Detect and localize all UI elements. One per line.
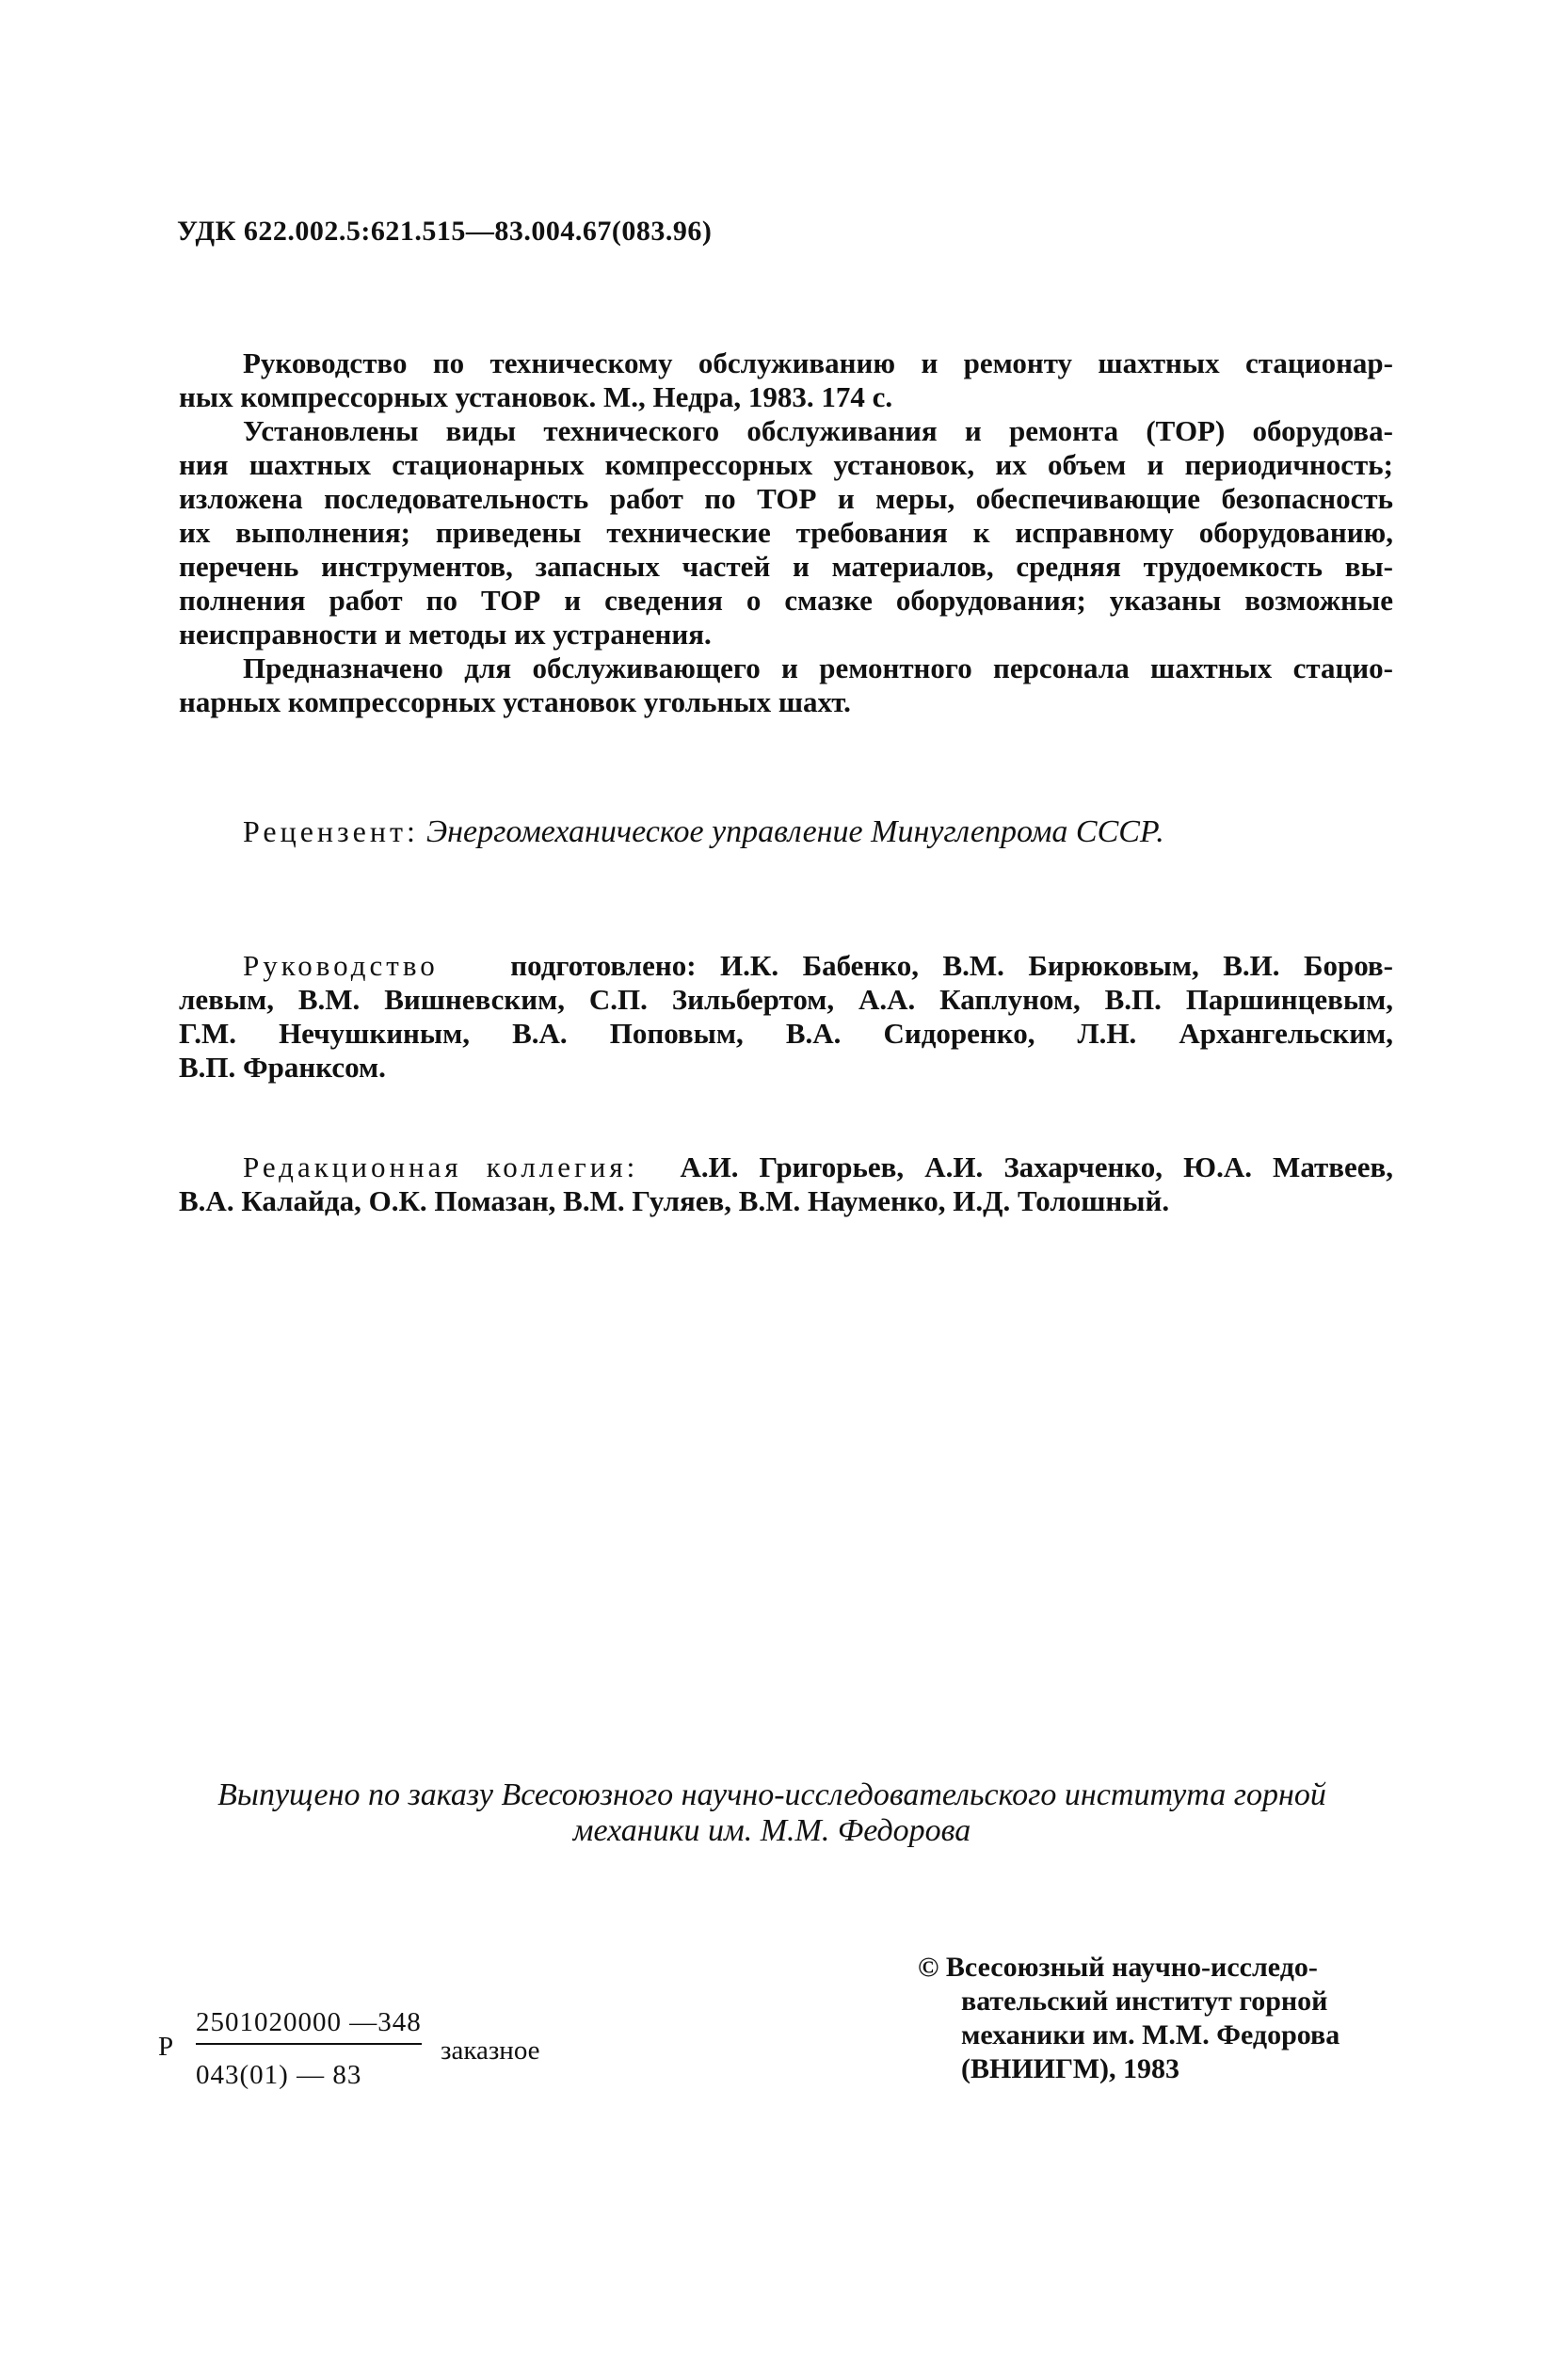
reviewer — [243, 814, 1393, 849]
copyright — [918, 1951, 1407, 2086]
authors-label: Руководство — [243, 949, 439, 982]
abstract-audience — [179, 651, 1393, 719]
ordered-by-note — [160, 1777, 1384, 1849]
editors-line1-text: А.И. Григорьев, А.И. Захарченко, Ю.А. Матвеев, — [680, 1150, 1393, 1183]
editors-line: В.А. Калайда, О.К. Помазан, В.М. Гуляев, В.М. Науменко, И.Д. Толошный. — [179, 1184, 1170, 1217]
abstract-line: Установлены виды технического обслуживания и ремонта (ТОР) оборудова- — [243, 414, 1393, 447]
authors-line: Г.М. Нечушкиным, В.А. Поповым, В.А. Сидоренко, Л.Н. Архангельским, — [179, 1017, 1393, 1050]
ordered-by-line: Выпущено по заказу Всесоюзного научно-исследовательского института горной — [217, 1777, 1326, 1812]
abstract-line: нарных компрессорных установок угольных шахт. — [179, 685, 851, 718]
ordered-by-line: механики им. М.М. Федорова — [572, 1813, 971, 1848]
authors — [179, 949, 1393, 1085]
abstract-line: Руководство по техническому обслуживанию и ремонту шахтных стационар- — [243, 346, 1393, 379]
abstract-line: их выполнения; приведены технические требования к исправному оборудованию, — [179, 516, 1393, 549]
reviewer-label: Рецензент: — [243, 814, 419, 848]
copyright-line: (ВНИИГМ), 1983 — [961, 2053, 1180, 2084]
abstract-line: изложена последовательность работ по ТОР и меры, обеспечивающие безопасность — [179, 482, 1393, 515]
editorial-board — [179, 1150, 1393, 1218]
abstract — [179, 346, 1393, 719]
code-letter: Р — [158, 2032, 174, 2062]
code-numerator: 2501020000 —348 — [196, 2005, 422, 2045]
udk-code: УДК 622.002.5:621.515—83.004.67(083.96) — [177, 216, 713, 247]
copyright-line: вательский институт горной — [961, 1986, 1328, 2017]
abstract-line: ния шахтных стационарных компрессорных установок, их объем и периодичность; — [179, 448, 1393, 481]
abstract-line: неисправности и методы их устранения. — [179, 618, 712, 651]
editors-line — [179, 1150, 1393, 1184]
code-denominator: 043(01) — 83 — [196, 2060, 362, 2090]
abstract-line: перечень инструментов, запасных частей и материалов, средняя трудоемкость вы- — [179, 550, 1393, 583]
reviewer-value: Энергомеханическое управление Минуглепрома СССР. — [425, 814, 1164, 849]
authors-line — [179, 949, 1393, 983]
abstract-line: ных компрессорных установок. М., Недра, 1983. 174 с. — [179, 380, 893, 413]
authors-line1-text: подготовлено: И.К. Бабенко, В.М. Бирюковым, В.И. Боров- — [510, 949, 1394, 982]
code-note: заказное — [441, 2035, 540, 2066]
abstract-line: полнения работ по ТОР и сведения о смазке оборудования; указаны возможные — [179, 584, 1393, 617]
authors-line: левым, В.М. Вишневским, С.П. Зильбертом, А.А. Каплуном, В.П. Паршинцевым, — [179, 983, 1393, 1016]
editors-label: Редакционная коллегия: — [243, 1150, 639, 1183]
copyright-line: © Всесоюзный научно-исследо- — [918, 1952, 1318, 1983]
copyright-line: механики им. М.М. Федорова — [961, 2019, 1340, 2050]
abstract-line: Предназначено для обслуживающего и ремонтного персонала шахтных стацио- — [243, 651, 1393, 684]
authors-line: В.П. Франксом. — [179, 1051, 386, 1084]
abstract-summary — [179, 414, 1393, 651]
abstract-bibliography — [179, 346, 1393, 414]
